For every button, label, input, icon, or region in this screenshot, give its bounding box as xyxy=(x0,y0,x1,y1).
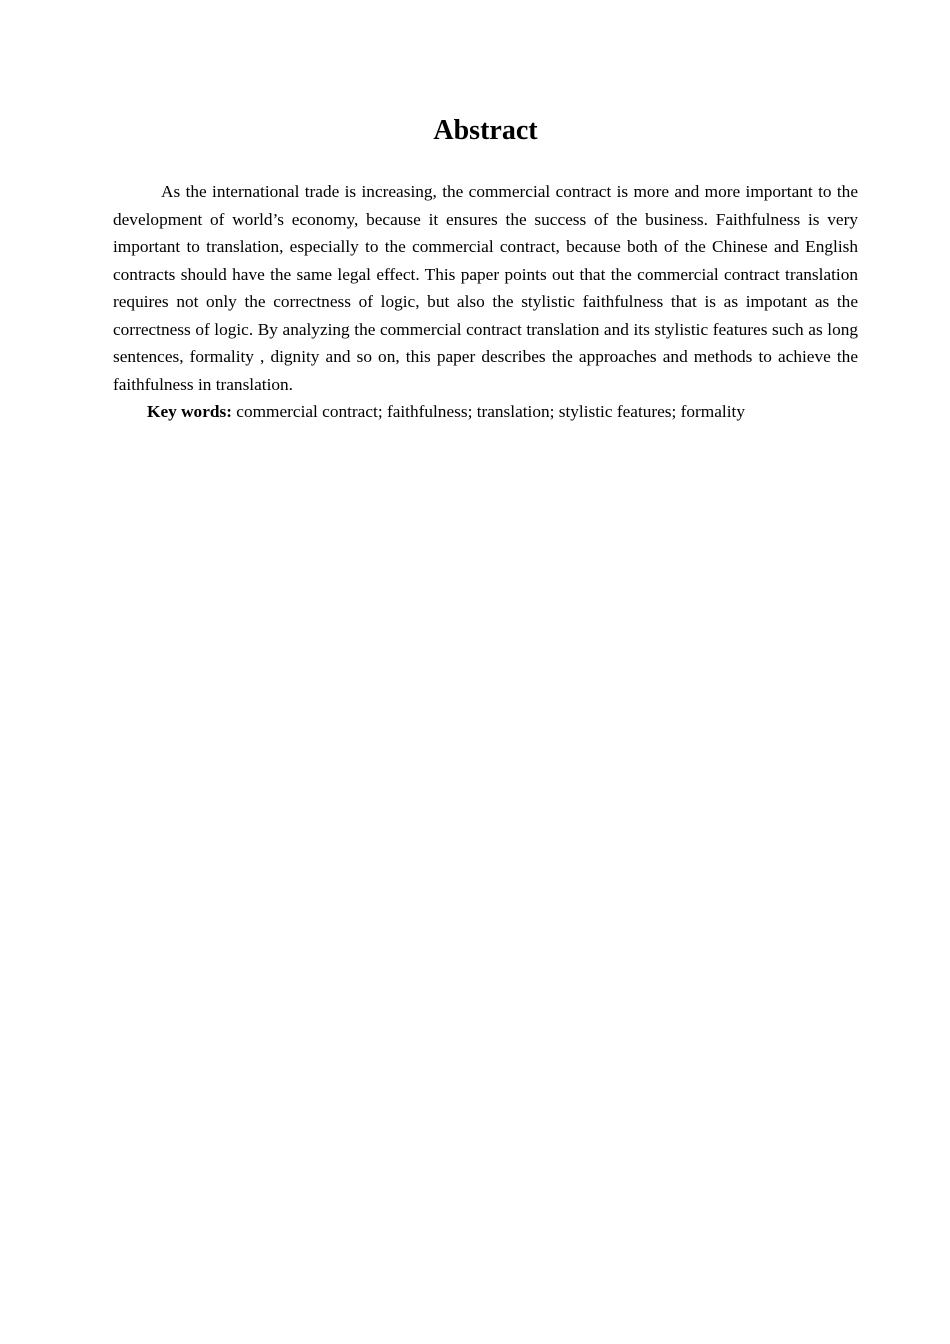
keywords-label: Key words: xyxy=(147,402,232,421)
abstract-paragraph: As the international trade is increasing, the commercial contract is more and more important to the development of world’s economy, because it ensures the success of the business. Faithfulness is very important to translation, especially to the commercial contract, because both of the Chinese and English contracts should have the same legal effect. This paper points out that the commercial contract translation requires not only the correctness of logic, but also the stylistic faithfulness that is as impotant as the correctness of logic. By analyzing the commercial contract translation and its stylistic features such as long sentences, formality , dignity and so on, this paper describes the approaches and methods to achieve the faithfulness in translation. xyxy=(113,182,858,394)
document-page xyxy=(113,112,858,426)
keywords-line xyxy=(113,398,858,426)
abstract-title: Abstract xyxy=(433,115,538,146)
keywords-text: commercial contract; faithfulness; translation; stylistic features; formality xyxy=(231,402,745,421)
